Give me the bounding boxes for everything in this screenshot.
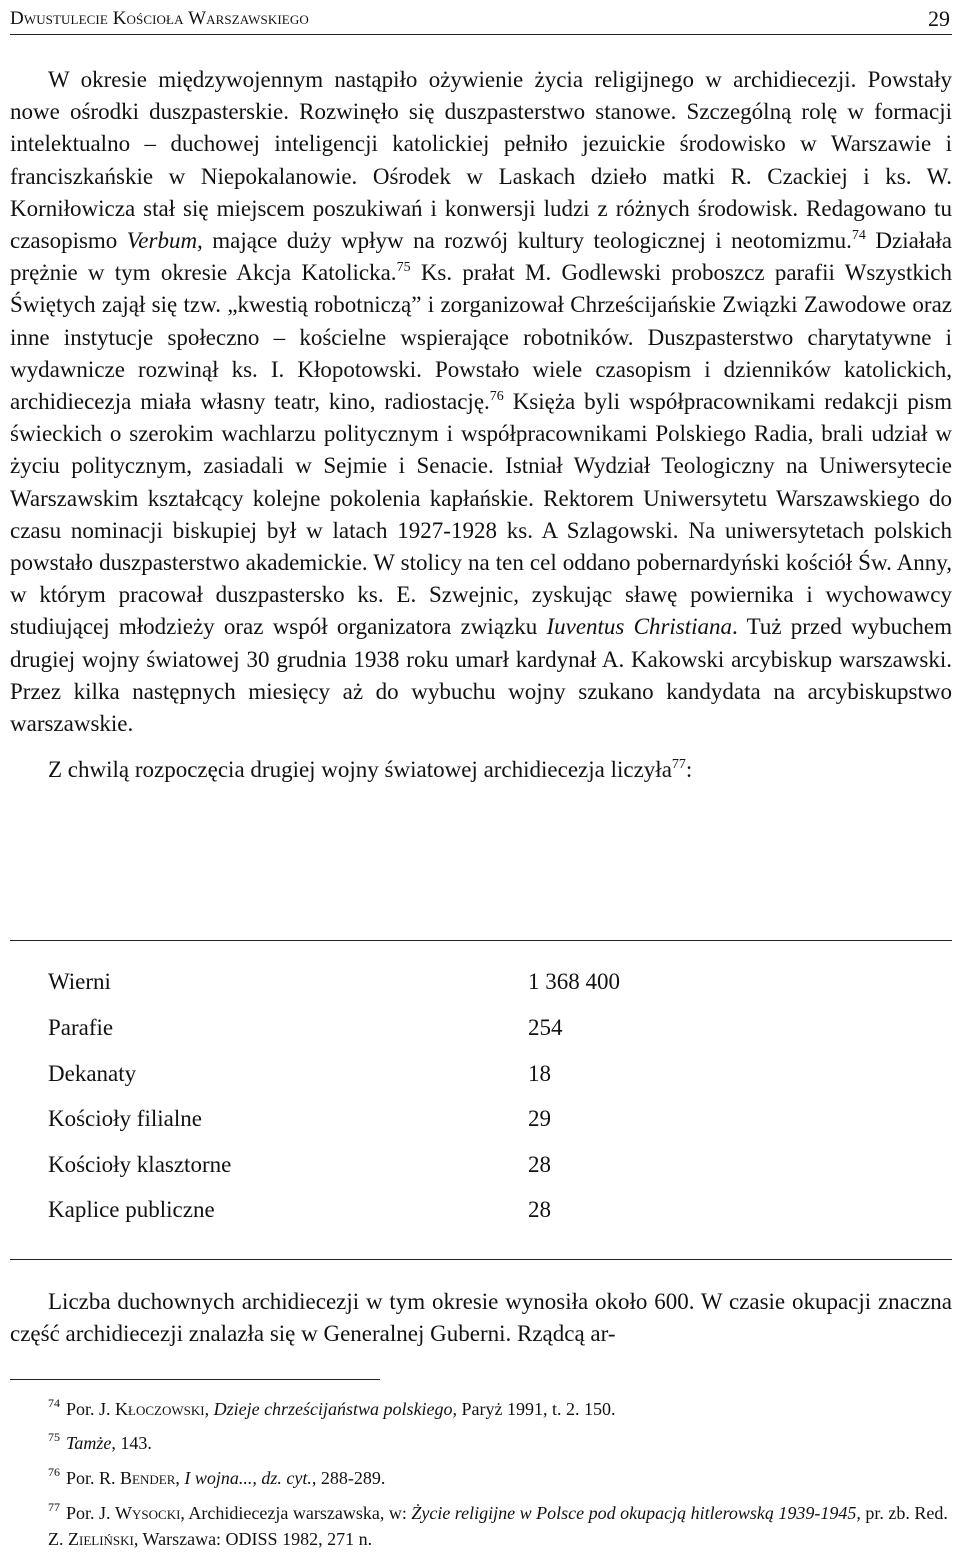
paragraph-text: Działała prężnie w tym okresie Akcja Katolicka. xyxy=(10,228,952,286)
footnote-text: , 288-289. xyxy=(311,1468,386,1488)
footnote xyxy=(48,1396,952,1422)
paragraph-text: Księża byli współpracownikami redakcji pism świeckich o szerokim wachlarzu politycznym i współpracownikami Polskiego Radia, brali udział w życiu politycznym, zasiadali w Sejmie i Senacie. Istniał Wydział Teologiczny na Uniwersytecie Warszawskim kształcący kolejne pokolenia kapłańskie. Rektorem Uniwersytetu Warszawskiego do czasu nominacji biskupiej był w latach 1927-1928 ks. A Szlagowski. Na uniwersytetach polskich powstało duszpasterstwo akademickie. W stolicy na ten cel oddano pobernardyński kościół Św. Anny, w którym pracował duszpastersko ks. E. Szwejnic, zyskując sławę powiernika i wychowawcy studiującej młodzieży oraz współ organizatora związku xyxy=(10,389,952,640)
italic-text: Życie religijne w Polsce pod okupacją hitlerowską 1939-1945, xyxy=(411,1503,861,1523)
author-name: Wysocki xyxy=(115,1503,181,1523)
paragraph-text: Z chwilą rozpoczęcia drugiej wojny światowej archidiecezja liczyła xyxy=(48,757,672,783)
stat-label: Wierni xyxy=(48,969,111,994)
footnote xyxy=(48,1500,952,1552)
author-name: Kłoczowski xyxy=(115,1399,205,1419)
stat-value: 29 xyxy=(528,1106,551,1131)
paragraph-text: W okresie międzywojennym nastąpiło ożywienie życia religijnego w archidiecezji. Powstały nowe ośrodki duszpasterskie. Rozwinęło się duszpasterstwo stanowe. Szczególną rolę w formacji intelektualno – duchowej inteligencji katolickiej pełniło jezuickie środowisko w Warszawie i franciszkańskie w Niepokalanowie. Ośrodek w Laskach dzieło matki R. Czackiej i ks. W. Korniłowicza stał się miejscem poszukiwań i konwersji ludzi z różnych środowisk. Redagowano tu czasopismo xyxy=(10,67,952,254)
stat-value: 18 xyxy=(528,1061,551,1086)
body-text xyxy=(10,64,952,786)
footnote-text: , xyxy=(175,1468,185,1488)
stat-label: Dekanaty xyxy=(48,1061,137,1086)
footnote-number: 77 xyxy=(48,1500,60,1514)
stat-label: Kaplice publiczne xyxy=(48,1197,215,1222)
paragraph xyxy=(10,64,952,740)
footnote-text: , Warszawa: ODISS 1982, 271 n. xyxy=(133,1529,373,1549)
footnote-text: Por. R. xyxy=(66,1468,121,1488)
paragraph-text: Ks. prałat M. Godlewski proboszcz parafii Wszystkich Świętych zajął się tzw. „kwestią robotniczą” i zorganizował Chrześcijańskie Związki Zawodowe oraz inne instytucje społeczno – kościelne wspierające robotników. Duszpasterstwo charytatywne i wydawnicze rozwinął ks. I. Kłopotowski. Powstało wiele czasopism i dzienników katolickich, archidiecezja miała własny teatr, kino, radiostację. xyxy=(10,260,953,415)
italic-text: Dzieje chrześcijaństwa polskiego, xyxy=(213,1399,458,1419)
footnote-number: 76 xyxy=(48,1465,60,1479)
footnote-text: pr. zb. Red. Z. xyxy=(48,1503,948,1549)
statistics-table xyxy=(10,940,952,1260)
italic-text: Tamże xyxy=(66,1433,112,1453)
paragraph xyxy=(10,754,952,786)
footnote xyxy=(48,1465,952,1491)
paragraph-text: . Tuż przed wybuchem drugiej wojny światowej 30 grudnia 1938 roku umarł kardynał A. Kakowski arcybiskup warszawski. Przez kilka następnych miesięcy aż do wybuchu wojny szukano kandydata na arcybiskupstwo warszawskie. xyxy=(10,614,952,737)
footnote-text: , xyxy=(204,1399,214,1419)
footnote-text: , 143. xyxy=(111,1433,152,1453)
paragraph-text: : xyxy=(685,757,693,783)
stat-label: Parafie xyxy=(48,1015,114,1040)
italic-text: I wojna..., dz. cyt. xyxy=(184,1468,312,1488)
stat-value: 28 xyxy=(528,1197,551,1222)
footnote-ref: 75 xyxy=(396,260,411,276)
footnote xyxy=(48,1430,952,1456)
footnote-ref: 77 xyxy=(671,757,686,773)
footnote-number: 75 xyxy=(48,1430,60,1444)
paragraph-text: mające duży wpływ na rozwój kultury teologicznej i neotomizmu. xyxy=(202,228,852,254)
italic-text: Iuventus Christiana xyxy=(546,614,733,640)
author-name: Bender xyxy=(120,1468,176,1488)
footnote-ref: 74 xyxy=(851,228,866,244)
footnote-text: Por. J. xyxy=(66,1399,116,1419)
document-page xyxy=(10,0,952,1566)
footnote-separator xyxy=(10,1379,380,1380)
footnote-text: , Archidiecezja warszawska, w: xyxy=(180,1503,412,1523)
stat-value: 1 368 400 xyxy=(528,969,620,994)
footnote-text: Por. J. xyxy=(66,1503,116,1523)
running-header xyxy=(10,4,952,35)
footnote-number: 74 xyxy=(48,1396,60,1410)
stat-value: 254 xyxy=(528,1015,563,1040)
closing-paragraph: Liczba duchownych archidiecezji w tym okresie wynosiła około 600. W czasie okupacji znaczna część archidiecezji znalazła się w Generalnej Guberni. Rządcą ar- xyxy=(10,1289,952,1347)
running-title: Dwustulecie Kościoła Warszawskiego xyxy=(10,8,309,29)
italic-text: Verbum, xyxy=(126,228,203,254)
stat-value: 28 xyxy=(528,1152,551,1177)
stat-label: Kościoły klasztorne xyxy=(48,1152,232,1177)
author-name: Zieliński xyxy=(68,1529,134,1549)
footnote-text: Paryż 1991, t. 2. 150. xyxy=(457,1399,616,1419)
stat-label: Kościoły filialne xyxy=(48,1106,202,1131)
footnote-ref: 76 xyxy=(489,389,504,405)
page-number: 29 xyxy=(928,6,950,31)
